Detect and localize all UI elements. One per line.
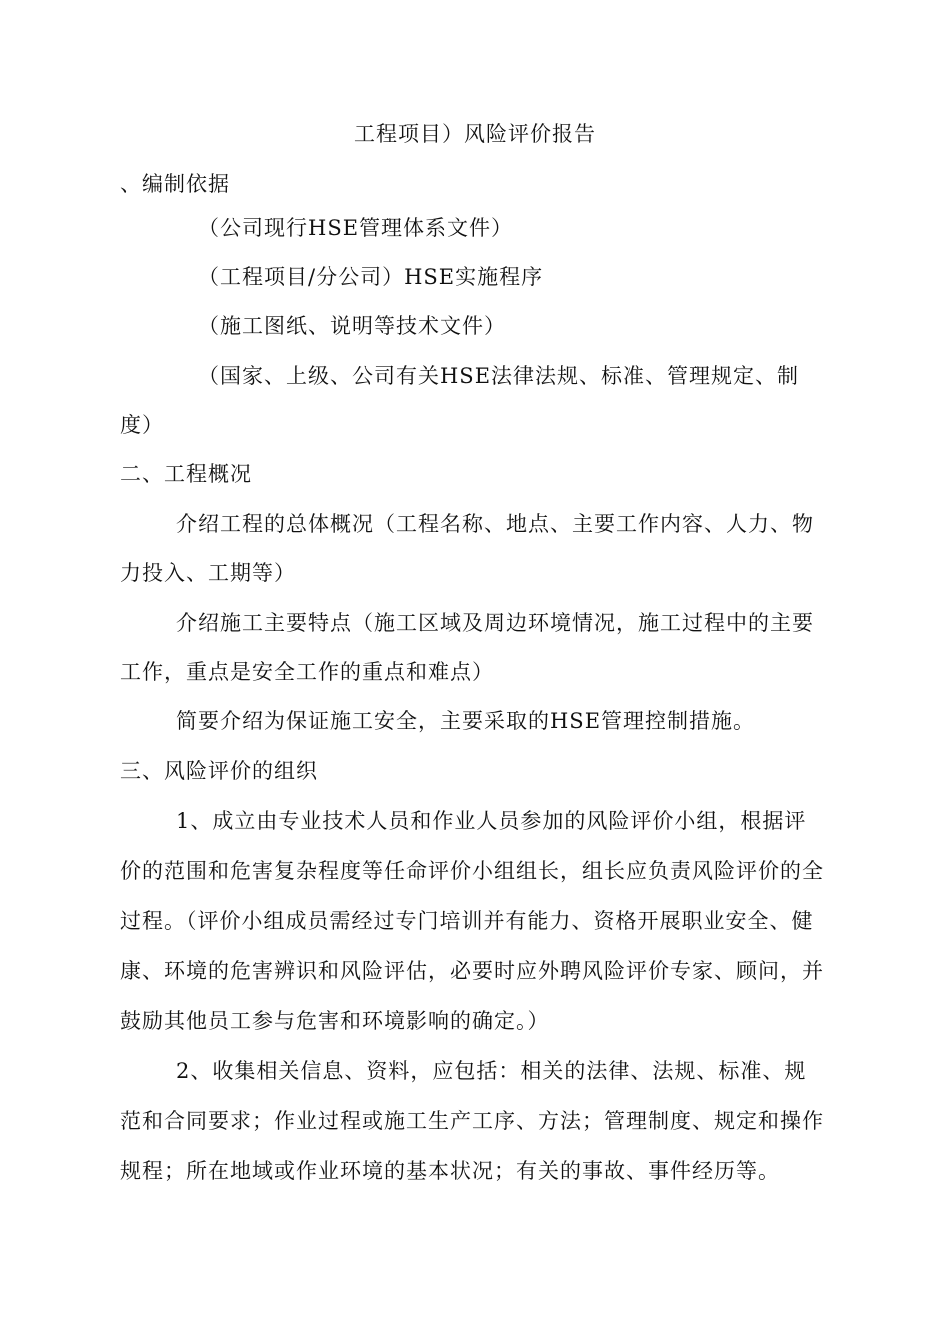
basis-item: （国家、上级、公司有关HSE法律法规、标准、管理规定、制 [198, 364, 800, 388]
paragraph-line: 简要介绍为保证施工安全，主要采取的HSE管理控制措施。 [176, 709, 756, 733]
basis-item-continuation: 度） [120, 413, 164, 437]
paragraph-line: 规程；所在地域或作业环境的基本状况；有关的事故、事件经历等。 [120, 1159, 780, 1183]
paragraph-line: 介绍施工主要特点（施工区域及周边环境情况，施工过程中的主要 [176, 611, 814, 635]
section-heading-basis: 、编制依据 [120, 172, 230, 196]
paragraph-line: 介绍工程的总体概况（工程名称、地点、主要工作内容、人力、物 [176, 512, 814, 536]
paragraph-line: 工作，重点是安全工作的重点和难点） [120, 660, 494, 684]
section-heading-organization: 三、风险评价的组织 [120, 759, 318, 783]
paragraph-line: 2、收集相关信息、资料，应包括：相关的法律、法规、标准、规 [176, 1059, 807, 1083]
section-heading-overview: 二、工程概况 [120, 462, 252, 486]
paragraph-line: 过程。（评价小组成员需经过专门培训并有能力、资格开展职业安全、健 [120, 909, 814, 933]
paragraph-line: 力投入、工期等） [120, 561, 296, 585]
document-title: 工程项目）风险评价报告 [354, 122, 596, 146]
paragraph-line: 价的范围和危害复杂程度等任命评价小组组长，组长应负责风险评价的全 [120, 859, 824, 883]
paragraph-line: 鼓励其他员工参与危害和环境影响的确定。） [120, 1009, 550, 1033]
basis-item: （公司现行HSE管理体系文件） [198, 216, 514, 240]
paragraph-line: 范和合同要求；作业过程或施工生产工序、方法；管理制度、规定和操作 [120, 1109, 824, 1133]
paragraph-line: 康、环境的危害辨识和风险评估，必要时应外聘风险评价专家、顾问，并 [120, 959, 824, 983]
paragraph-line: 1、成立由专业技术人员和作业人员参加的风险评价小组，根据评 [176, 809, 807, 833]
basis-item: （工程项目/分公司）HSE实施程序 [198, 265, 544, 289]
basis-item: （施工图纸、说明等技术文件） [198, 314, 506, 338]
